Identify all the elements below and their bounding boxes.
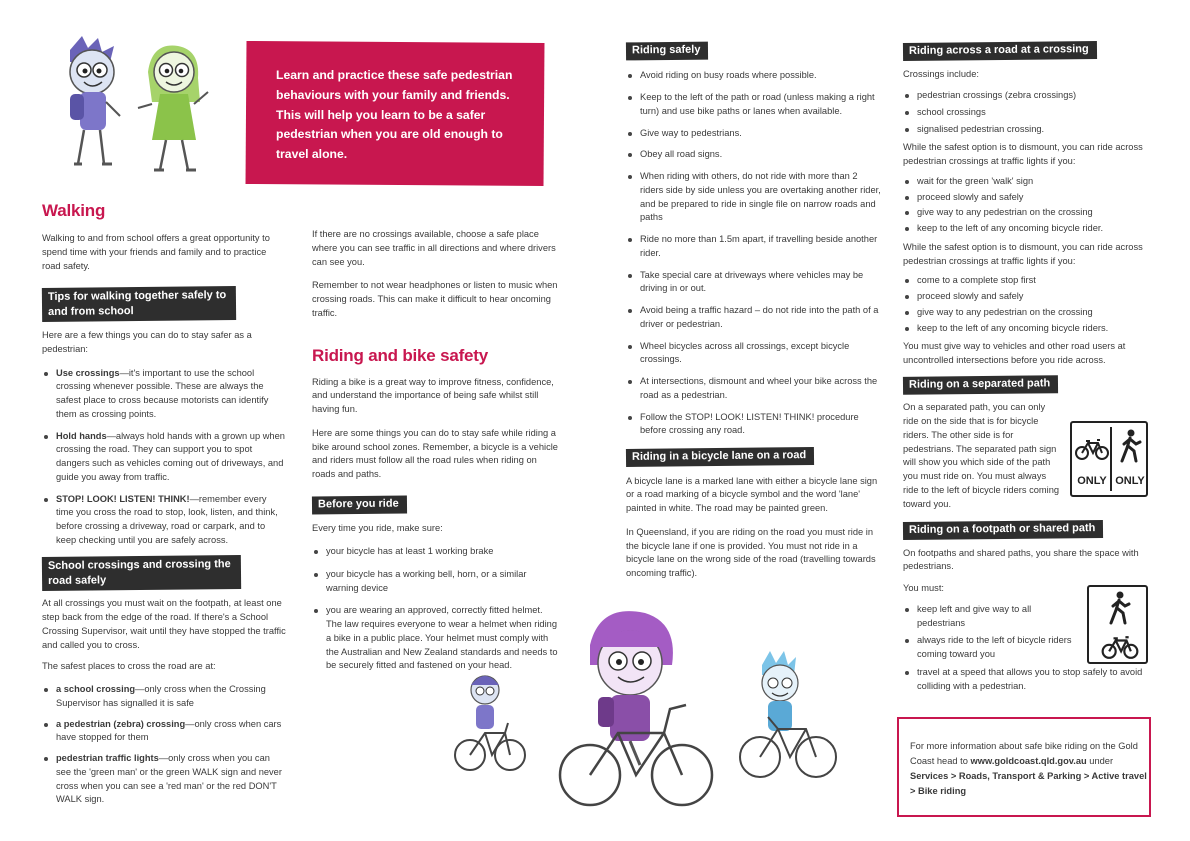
- list-item: school crossings: [903, 106, 1153, 120]
- walking-intro: Walking to and from school offers a great opportunity to spend time with your friends and family and to practice road safety.: [42, 233, 270, 271]
- before-you-ride-intro: Every time you ride, make sure:: [312, 523, 443, 534]
- list-item: wait for the green 'walk' sign: [903, 175, 1153, 189]
- school-crossings-p1: At all crossings you must wait on the footpath, at least one step back from the edge of the road. If there's a School Crossing Supervisor, wait until they have stopped the traffic and called you to cross.: [42, 598, 286, 650]
- safe-places-list: [42, 683, 286, 807]
- list-item: Ride no more than 1.5m apart, if travelling beside another rider.: [626, 233, 882, 261]
- list-item: Wheel bicycles across all crossings, except bicycle crossings.: [626, 340, 882, 368]
- bike-safety-p2: Here are some things you can do to stay safe while riding a bike around school zones. Remember, a bicycle is a vehicle and riders must follow all the road rules when riding on roads and paths.: [312, 427, 558, 480]
- bicycle-lane-p2: In Queensland, if you are riding on the road you must ride in the bicycle lane if one is provided. You must not ride in a bicycle lane on the wrong side of the road (travelling towards oncoming traffic).: [626, 526, 876, 579]
- list-item: Avoid being a traffic hazard – do not ride into the path of a driver or pedestrian.: [626, 304, 882, 332]
- headphones-paragraph: Remember to not wear headphones or listen to music when crossing roads. This can make it difficult to hear oncoming traffic.: [312, 280, 558, 318]
- list-item: pedestrian traffic lights—only cross when you can see the 'green man' or the green WALK sign and never cross when you can see a 'red man' or the red DON'T WALK sign.: [42, 752, 286, 807]
- dismount-paragraph-1: While the safest option is to dismount, you can ride across pedestrian crossings at traffic lights if you:: [903, 142, 1143, 167]
- list-item: Hold hands—always hold hands with a grown up when crossing the road. They can support you to spot dangers such as vehicles coming out of driveways, and guide you away from traffic.: [42, 430, 286, 485]
- separated-path-paragraph: On a separated path, you can only ride on the side that is for bicycle riders. The other side is for pedestrians. The separated path sign will show you which side of the path you must ride on. You must always ride to the left of bicycle riders coming toward you.: [903, 402, 1060, 509]
- more-info-text: For more information about safe bike riding on the Gold Coast head to www.goldcoast.qld.gov.au under Services > Roads, Transport & Parking > Active travel > Bike riding: [910, 741, 1147, 796]
- bicycle-lane-heading: Riding in a bicycle lane on a road: [626, 447, 814, 467]
- crossing-rules-list-1: [903, 175, 1153, 236]
- list-item: a school crossing—only cross when the Crossing Supervisor has signalled it is safe: [42, 683, 286, 711]
- crossing-rules-list-2: [903, 274, 1153, 335]
- tips-intro: Here are a few things you can do to stay safer as a pedestrian:: [42, 330, 252, 354]
- website-path: Services > Roads, Transport & Parking > Active travel > Bike riding: [910, 770, 1147, 796]
- list-item: signalised pedestrian crossing.: [903, 123, 1153, 137]
- pedestrian-icon: [1105, 591, 1133, 625]
- council-website-link[interactable]: www.goldcoast.qld.gov.au: [970, 755, 1087, 766]
- column-walking: [42, 198, 286, 813]
- list-item: Obey all road signs.: [626, 148, 882, 162]
- list-item: pedestrian crossings (zebra crossings): [903, 89, 1153, 103]
- school-crossings-p2: The safest places to cross the road are at:: [42, 661, 216, 672]
- list-item: When riding with others, do not ride with more than 2 riders side by side unless you are overtaking another rider, and be prepared to ride in single file on narrow roads and paths: [626, 170, 882, 225]
- riding-safely-heading: Riding safely: [626, 42, 709, 61]
- school-crossings-heading: School crossings and crossing the road safely: [42, 555, 241, 591]
- walking-heading: Walking: [42, 201, 106, 220]
- list-item: Keep to the left of the path or road (unless making a right turn) and use bike paths or lanes when available.: [626, 91, 882, 119]
- column-riding-safely: [626, 42, 882, 589]
- list-item: proceed slowly and safely: [903, 290, 1153, 304]
- tips-heading: Tips for walking together safely to and from school: [42, 286, 237, 322]
- bicycle-lane-p1: A bicycle lane is a marked lane with either a bicycle lane sign or a road marking of a bicycle symbol and the word 'lane' painted in white. The road may be painted green.: [626, 475, 878, 514]
- crossings-list: [903, 89, 1153, 136]
- list-item: Follow the STOP! LOOK! LISTEN! THINK! procedure before crossing any road.: [626, 411, 882, 439]
- give-way-paragraph: You must give way to vehicles and other road users at uncontrolled intersections before you ride across.: [903, 341, 1126, 366]
- list-item: Give way to pedestrians.: [626, 127, 882, 141]
- list-item: At intersections, dismount and wheel your bike across the road as a pedestrian.: [626, 375, 882, 403]
- no-crossings-paragraph: If there are no crossings available, choose a safe place where you can see traffic in all directions and where drivers can see you.: [312, 229, 556, 267]
- pedestrian-icon: [1116, 429, 1144, 463]
- list-item: Avoid riding on busy roads where possible.: [626, 69, 882, 83]
- crossings-intro: Crossings include:: [903, 69, 979, 80]
- kids-riding-bikes-illustration: [450, 605, 850, 815]
- list-item: a pedestrian (zebra) crossing—only cross when cars have stopped for them: [42, 718, 286, 746]
- bicycle-icon: [1075, 437, 1109, 461]
- bicycle-icon: [1101, 634, 1139, 660]
- list-item: your bicycle has at least 1 working brake: [312, 545, 558, 559]
- sign-only-left: ONLY: [1077, 475, 1107, 487]
- list-item: keep to the left of any oncoming bicycle rider.: [903, 222, 1153, 236]
- separated-path-sign: [1070, 421, 1148, 497]
- before-you-ride-heading: Before you ride: [312, 495, 407, 514]
- list-item: your bicycle has a working bell, horn, or a similar warning device: [312, 568, 558, 596]
- crossing-heading: Riding across a road at a crossing: [903, 41, 1097, 61]
- you-must-intro: You must:: [903, 583, 945, 594]
- list-item: Take special care at driveways where vehicles may be driving in or out.: [626, 269, 882, 297]
- list-item: give way to any pedestrian on the crossing: [903, 206, 1153, 220]
- bike-safety-p1: Riding a bike is a great way to improve fitness, confidence, and understand the importance of being safe whilst still having fun.: [312, 376, 554, 415]
- bike-safety-heading: Riding and bike safety: [312, 345, 489, 365]
- list-item: come to a complete stop first: [903, 274, 1153, 288]
- separated-path-heading: Riding on a separated path: [903, 375, 1058, 395]
- tips-list: [42, 367, 286, 548]
- sign-only-right: ONLY: [1115, 475, 1145, 487]
- dismount-paragraph-2: While the safest option is to dismount, you can ride across pedestrian crossings at traffic lights if you:: [903, 241, 1143, 266]
- shared-path-sign: [1087, 585, 1148, 664]
- list-item: STOP! LOOK! LISTEN! THINK!—remember every time you cross the road to stop, look, listen, and think, before crossing a driveway, road or carpark, and to keep checking until you are safely across.: [42, 493, 286, 548]
- list-item: you are wearing an approved, correctly fitted helmet. The law requires everyone to wear a helmet when riding a bike in a public place. Your helmet must comply with the Australian and New Zealand standards and needs to be securely fitted and fastened on your head.: [312, 604, 558, 673]
- intro-banner-text: Learn and practice these safe pedestrian behaviours with your family and friends. This will help you learn to be a safer pedestrian when you are old enough to travel alone.: [276, 68, 513, 162]
- list-item: travel at a speed that allows you to stop safely to avoid colliding with a pedestrian.: [903, 666, 1153, 694]
- footpath-heading: Riding on a footpath or shared path: [903, 520, 1104, 540]
- footpath-paragraph: On footpaths and shared paths, you share the space with pedestrians.: [903, 547, 1139, 572]
- list-item: proceed slowly and safely: [903, 191, 1153, 205]
- list-item: keep to the left of any oncoming bicycle riders.: [903, 322, 1153, 336]
- riding-safely-list: [626, 69, 882, 438]
- list-item: give way to any pedestrian on the crossing: [903, 306, 1153, 320]
- list-item: always ride to the left of bicycle riders coming toward you: [903, 634, 1073, 662]
- list-item: keep left and give way to all pedestrians: [903, 603, 1073, 631]
- list-item: Use crossings—it's important to use the school crossing whenever possible. These are always the safest place to cross because motorists can identify them as crossing points.: [42, 367, 286, 422]
- walking-kids-illustration: [40, 32, 240, 182]
